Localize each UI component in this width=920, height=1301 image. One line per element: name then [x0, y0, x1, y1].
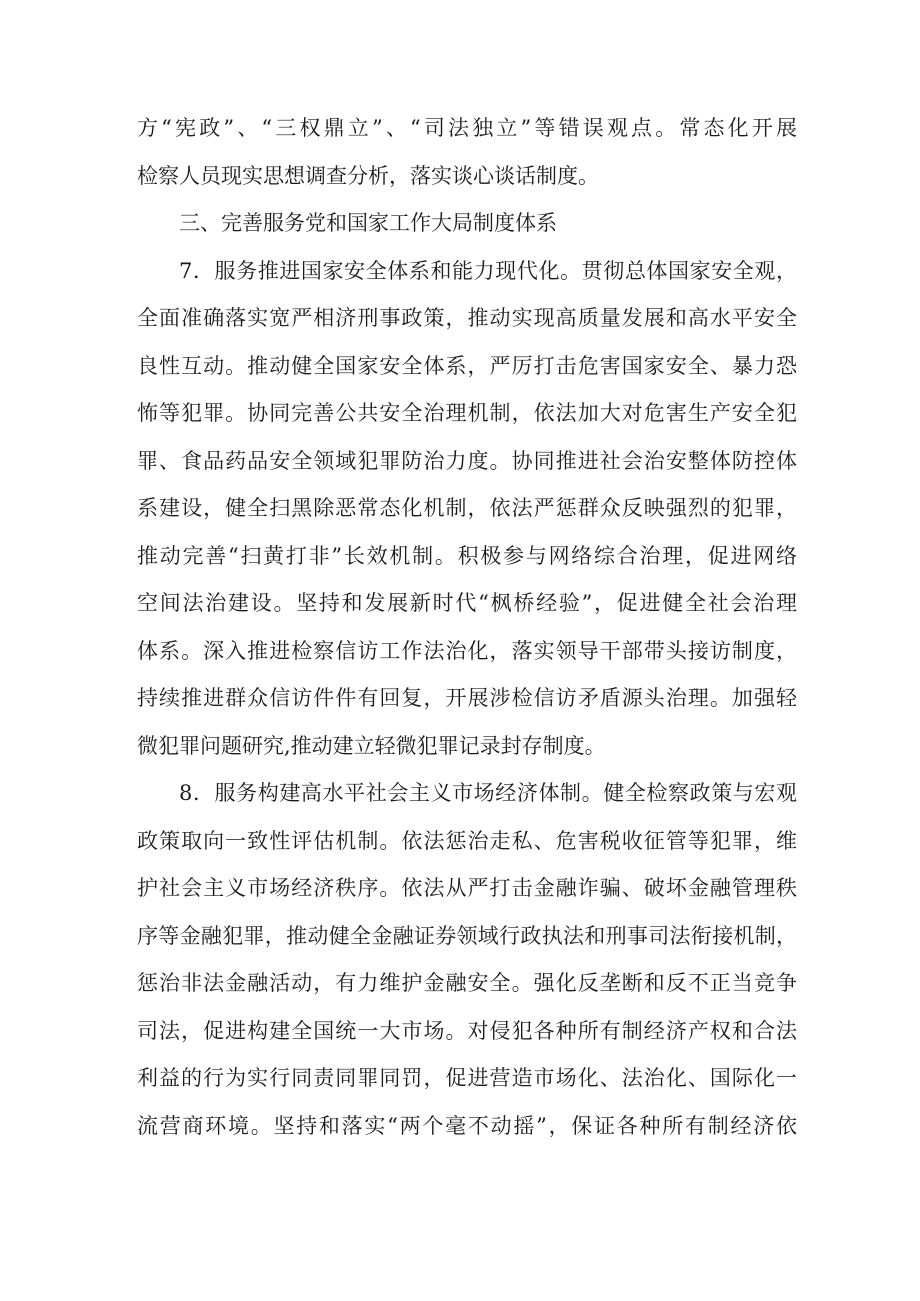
text-line: 微犯罪问题研究,推动建立轻微犯罪记录封存制度。 — [137, 733, 606, 758]
text-line: 护社会主义市场经济秩序。依法从严打击金融诈骗、破坏金融管理秩 — [137, 876, 797, 900]
text-line: 推动完善“扫黄打非”长效机制。积极参与网络综合治理，促进网络 — [137, 543, 797, 568]
text-line: 利益的行为实行同责同罪同罚，促进营造市场化、法治化、国际化一 — [137, 1066, 797, 1090]
text-line: 良性互动。推动健全国家安全体系，严厉打击危害国家安全、暴力恐 — [137, 353, 797, 378]
text-line: 持续推进群众信访件件有回复，开展涉检信访矛盾源头治理。加强轻 — [137, 686, 797, 710]
section-heading: 三、完善服务党和国家工作大局制度体系 — [179, 211, 557, 235]
text-line: 空间法治建设。坚持和发展新时代“枫桥经验”，促进健全社会治理 — [137, 591, 797, 615]
text-line: 罪、食品药品安全领域犯罪防治力度。协同推进社会治安整体防控体 — [137, 448, 797, 473]
text-line: 流营商环境。坚持和落实“两个毫不动摇”，保证各种所有制经济依 — [137, 1113, 797, 1138]
document-body — [137, 105, 797, 1150]
text-line: 惩治非法金融活动，有力维护金融安全。强化反垄断和反不正当竞争 — [137, 971, 797, 995]
text-line: 方“宪政”、“三权鼎立”、“司法独立”等错误观点。常态化开展 — [137, 116, 797, 140]
text-line: 检察人员现实思想调查分析，落实谈心谈话制度。 — [137, 163, 599, 188]
item-heading: 7．服务推进国家安全体系和能力现代化。贯彻总体国家安全观， — [179, 258, 797, 283]
item-heading: 8．服务构建高水平社会主义市场经济体制。健全检察政策与宏观 — [179, 781, 797, 805]
text-line: 政策取向一致性评估机制。依法惩治走私、危害税收征管等犯罪，维 — [137, 828, 797, 853]
text-line: 序等金融犯罪，推动健全金融证券领域行政执法和刑事司法衔接机制， — [137, 923, 797, 948]
text-line: 全面准确落实宽严相济刑事政策，推动实现高质量发展和高水平安全 — [137, 306, 797, 330]
text-line: 体系。深入推进检察信访工作法治化，落实领导干部带头接访制度， — [137, 638, 797, 663]
text-line: 怖等犯罪。协同完善公共安全治理机制，依法加大对危害生产安全犯 — [137, 401, 797, 425]
text-line: 系建设，健全扫黑除恶常态化机制，依法严惩群众反映强烈的犯罪， — [137, 496, 797, 520]
text-line: 司法，促进构建全国统一大市场。对侵犯各种所有制经济产权和合法 — [137, 1018, 797, 1043]
